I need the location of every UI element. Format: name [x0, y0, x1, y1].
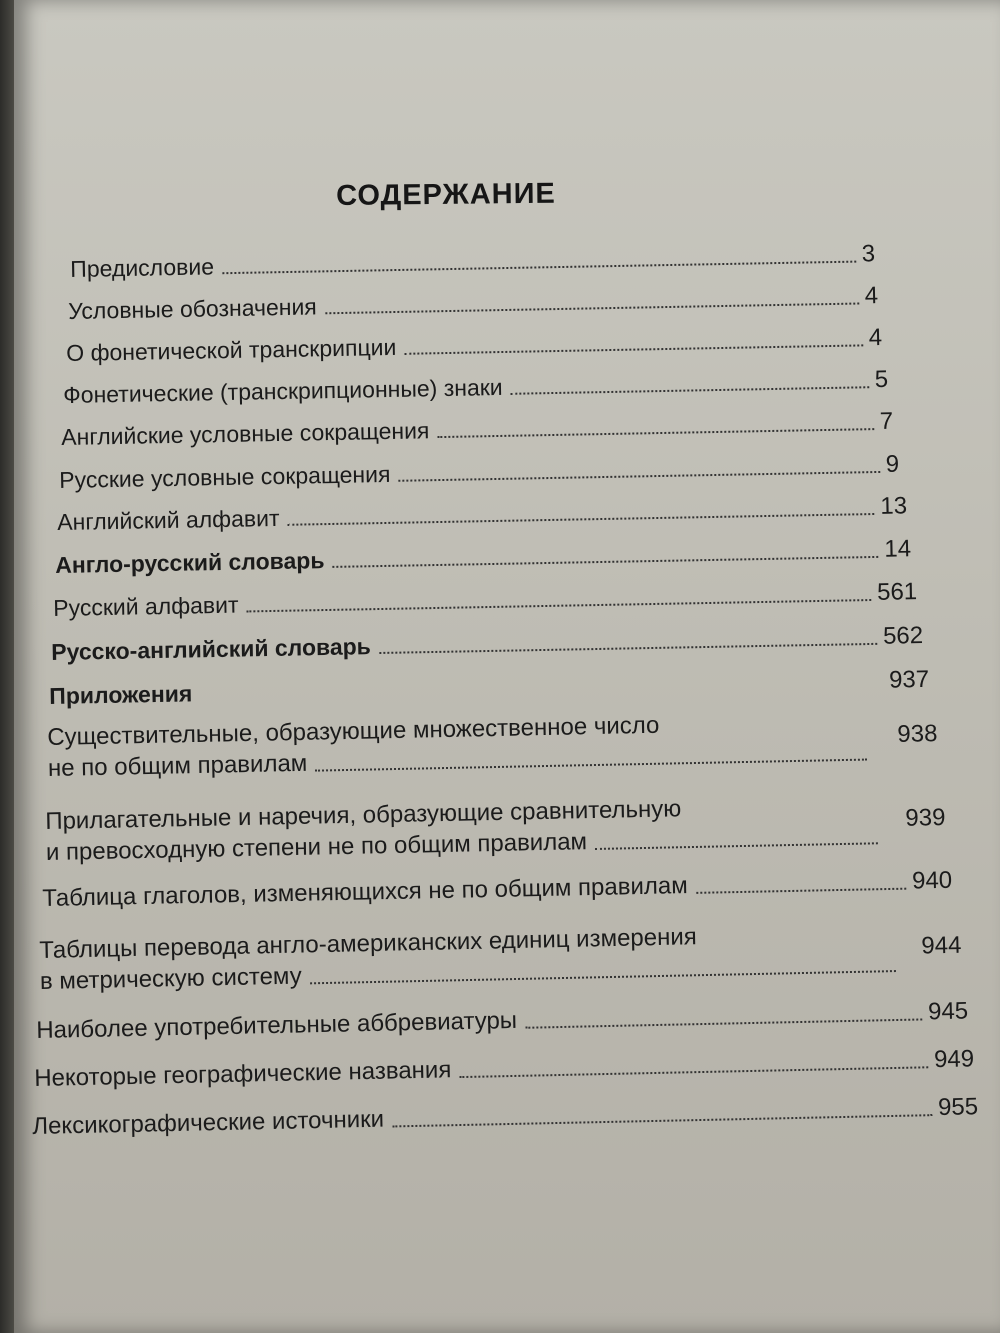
toc-entry-label: Предисловие [70, 253, 215, 282]
toc-entry [34, 1044, 974, 1094]
toc-entry [36, 996, 968, 1046]
toc-entry [53, 577, 917, 623]
toc-entry-page: 4 [868, 324, 883, 352]
toc-entry-page: 561 [876, 578, 918, 606]
dot-leader [459, 1066, 928, 1078]
toc-entry [59, 450, 899, 495]
toc-entry-page: 562 [882, 622, 924, 650]
toc-entry-page: 937 [888, 665, 930, 694]
toc-entry-page: 14 [884, 535, 912, 563]
dot-leader [379, 643, 877, 654]
toc-entry-page: 4 [864, 282, 879, 310]
toc-entry [61, 407, 893, 452]
dot-leader [696, 888, 906, 894]
toc-entry [63, 365, 888, 410]
toc-entry [66, 323, 882, 368]
toc-entry-label: Таблица глаголов, изменяющихся не по общим правилам [42, 872, 688, 912]
dot-leader [325, 303, 859, 315]
dot-leader [247, 599, 872, 612]
toc-entry-label: Некоторые географические названия [34, 1056, 452, 1092]
toc-entry-label: Русский алфавит [53, 591, 239, 621]
dot-leader [315, 759, 867, 772]
toc-entry-page: 939 [905, 803, 946, 832]
toc-entry-label-line2: не по общим правилам [47, 749, 308, 782]
dot-leader [392, 1114, 932, 1127]
toc-entry-page: 940 [911, 866, 953, 895]
toc-entry-label-line1: Таблицы перевода англо-американских единиц измерения [39, 923, 698, 964]
toc-entry-label: Английские условные сокращения [61, 417, 430, 450]
dot-leader [595, 842, 878, 850]
toc-entry-page: 938 [897, 720, 938, 748]
toc-entry-label-line2: и превосходную степени не по общим правилам [45, 828, 588, 866]
toc-entry-page: 3 [861, 240, 876, 268]
dot-leader [222, 261, 856, 275]
toc-entry-label: Наиболее употребительные аббревиатуры [36, 1006, 518, 1044]
toc-entry-label-line2: в метрическую систему [39, 962, 302, 995]
toc-entry-label-line1: Прилагательные и наречия, образующие сравнительную [45, 795, 682, 835]
toc-entry [70, 239, 875, 284]
toc-entry-label: Фонетические (транскрипционные) знаки [63, 373, 503, 408]
toc-title: СОДЕРЖАНИЕ [336, 177, 556, 212]
toc-entry [57, 491, 907, 537]
toc-entry [32, 1092, 978, 1142]
toc-entry-page: 955 [937, 1093, 979, 1122]
toc-entry-label: Лексикографические источники [32, 1105, 385, 1140]
toc-entry-label: Приложения [49, 680, 193, 709]
toc-entry-page: 944 [921, 931, 962, 960]
toc-entry [55, 534, 911, 580]
dot-leader [404, 344, 863, 354]
toc-entry [49, 665, 929, 711]
dot-leader [525, 1018, 922, 1028]
dot-leader [310, 970, 896, 984]
dot-leader [511, 386, 869, 395]
toc-entry-page: 949 [933, 1045, 975, 1074]
toc-entry [51, 621, 923, 667]
toc-entry-multiline [45, 788, 946, 868]
toc-entry-label: О фонетической транскрипции [66, 333, 397, 366]
dot-leader [437, 428, 873, 438]
dot-leader [333, 556, 879, 568]
toc-entry-label: Русско-английский словарь [51, 633, 372, 665]
toc-entry-page: 945 [927, 997, 969, 1026]
toc-entry-label: Условные обозначения [68, 293, 317, 324]
dot-leader [288, 513, 875, 526]
toc-entry-multiline [47, 704, 938, 784]
toc-entry-page: 5 [874, 365, 889, 394]
toc-entry [68, 281, 878, 326]
toc-entry-label: Английский алфавит [57, 504, 280, 535]
toc-entry-label-line1: Существительные, образующие множественное число [47, 711, 660, 751]
toc-entry-label: Англо-русский словарь [55, 547, 325, 578]
toc-entry-page: 7 [879, 407, 894, 435]
toc-entry-page: 9 [885, 450, 900, 478]
toc-entry-label: Русские условные сокращения [59, 460, 391, 493]
toc-entry [42, 866, 952, 914]
toc-entry-page: 13 [880, 492, 908, 520]
toc-entry-multiline [39, 916, 962, 997]
dot-leader [399, 471, 880, 482]
